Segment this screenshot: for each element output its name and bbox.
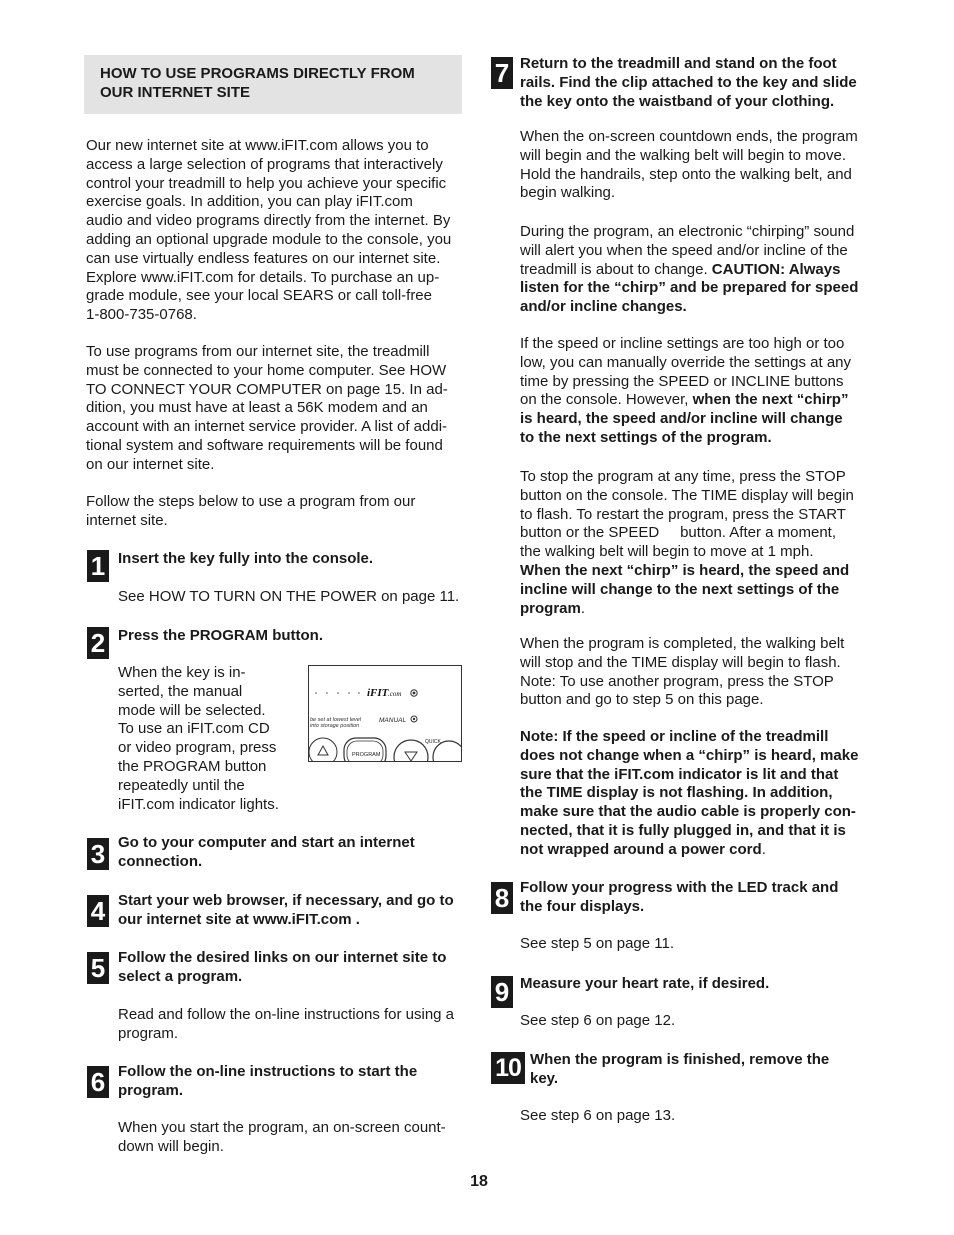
text-line: to flash. To restart the program, press the START — [520, 505, 846, 523]
console-brand-suffix: .com — [388, 690, 402, 698]
text-span: treadmill is about to change. — [520, 260, 712, 278]
step-5-title — [118, 949, 473, 987]
text-line: make sure that the audio cable is properly con- — [520, 803, 856, 821]
text-line: program. — [118, 1024, 179, 1042]
step-9-body — [520, 1012, 875, 1031]
text-line — [520, 261, 870, 280]
text-line: To stop the program at any time, press the STOP — [520, 468, 846, 485]
text-line: button on the console. The TIME display will begin — [520, 486, 854, 504]
text-line: on our internet site. — [86, 455, 215, 473]
step-4-title — [118, 892, 473, 930]
text-line: can use virtually endless features on our internet site. — [86, 249, 441, 267]
text-line: Follow the desired links on our internet site to — [118, 949, 447, 966]
text-line: dition, you must have at least a 56K modem and an — [86, 399, 428, 417]
text-line: key. — [530, 1069, 559, 1087]
step-number-7: 7 — [491, 57, 513, 89]
text-line: See step 6 on page 12. — [520, 1012, 676, 1029]
step-1-body — [118, 588, 468, 607]
bold-text: is heard, the speed and/or incline will change — [520, 410, 843, 428]
text-line: Start your web browser, if necessary, and go to — [118, 892, 454, 909]
text-line — [520, 841, 870, 860]
text-line: 1-800-735-0768. — [86, 306, 197, 324]
text-line: When the on-screen countdown ends, the program — [520, 128, 858, 145]
step-number-2: 2 — [87, 627, 109, 659]
text-line: begin walking. — [520, 184, 616, 202]
intro-paragraph-1 — [86, 137, 466, 325]
text-line: internet site. — [86, 511, 168, 529]
text-line: the key onto the waistband of your clothing. — [520, 92, 835, 110]
text-line: down will begin. — [118, 1137, 224, 1155]
text-line: Read and follow the on-line instructions for using a — [118, 1006, 455, 1023]
text-line: Hold the handrails, step onto the walking belt, and — [520, 165, 852, 183]
chirp-paragraph — [520, 223, 870, 317]
text-line: Explore www.iFIT.com for details. To purchase an up- — [86, 268, 440, 286]
console-program-label: PROGRAM — [352, 752, 381, 758]
text-line: Insert the key fully into the console. — [118, 550, 374, 567]
text-line: connection. — [118, 852, 203, 870]
intro-paragraph-3 — [86, 493, 466, 531]
text-line: When the program is completed, the walking belt — [520, 635, 845, 652]
bold-text: incline will change to the next settings of the — [520, 580, 840, 598]
step-6-body — [118, 1119, 473, 1157]
text-line: sure that the iFIT.com indicator is lit and that — [520, 765, 839, 783]
text-line: Follow the on-line instructions to start the — [118, 1063, 418, 1080]
console-quick-label: QUICK — [425, 739, 441, 745]
text-line: serted, the manual — [118, 682, 243, 700]
text-line: When you start the program, an on-screen count- — [118, 1119, 446, 1136]
step-number-4: 4 — [87, 895, 109, 927]
caution-text: listen for the “chirp” and be prepared for speed — [520, 279, 859, 297]
text-line: Follow the steps below to use a program from our — [86, 493, 416, 510]
text-line: During the program, an electronic “chirping” sound — [520, 223, 855, 240]
step-6-title — [118, 1063, 473, 1101]
text-line: Measure your heart rate, if desired. — [520, 975, 770, 992]
text-span: . — [761, 840, 766, 858]
text-line: When the key is in- — [118, 664, 246, 681]
bold-text: to the next settings of the program. — [520, 428, 772, 446]
step-10-body — [520, 1107, 875, 1126]
text-line: See step 6 on page 13. — [520, 1107, 676, 1124]
text-line: the PROGRAM button — [118, 757, 267, 775]
console-drawing — [309, 666, 461, 761]
text-line: the TIME display is not flashing. In addition, — [520, 784, 833, 802]
text-line: must be connected to your home computer. See HOW — [86, 361, 447, 379]
text-line: iFIT.com indicator lights. — [118, 795, 279, 813]
step-8-title — [520, 879, 875, 917]
page-number: 18 — [470, 1173, 488, 1190]
text-line: or video program, press — [118, 739, 277, 757]
text-line: nected, that it is fully plugged in, and that it is — [520, 821, 846, 839]
text-line: Press the PROGRAM button. — [118, 627, 324, 644]
step-7-title — [520, 55, 875, 111]
step-number-8: 8 — [491, 882, 513, 914]
text-line: button or the SPEED button. After a moment, — [520, 524, 837, 542]
text-line: If the speed or incline settings are too high or too — [520, 335, 845, 352]
console-brand: iFIT — [367, 687, 389, 699]
text-line: grade module, see your local SEARS or call toll-free — [86, 287, 432, 305]
caution-text: CAUTION: Always — [711, 260, 841, 278]
step-number-3: 3 — [87, 838, 109, 870]
console-small-text-1: be set at lowest level — [310, 717, 362, 723]
step-8-body — [520, 935, 875, 954]
step-5-body — [118, 1006, 473, 1044]
text-line: will begin and the walking belt will begin to move. — [520, 146, 847, 164]
text-line: exercise goals. In addition, you can play iFIT.com — [86, 193, 413, 211]
step-number-5: 5 — [87, 952, 109, 984]
note-paragraph — [520, 728, 870, 860]
section-title-line-2: OUR INTERNET SITE — [100, 84, 251, 101]
console-small-text-2: into storage position — [310, 723, 360, 729]
text-line: audio and video programs directly from the internet. By — [86, 212, 451, 230]
console-illustration — [308, 665, 462, 762]
text-line: does not change when a “chirp” is heard, make — [520, 746, 859, 764]
text-line: our internet site at www.iFIT.com . — [118, 910, 360, 928]
section-header — [84, 55, 462, 114]
bold-text: program — [520, 599, 581, 617]
step-number-10: 10 — [491, 1052, 525, 1084]
text-line: To use an iFIT.com CD — [118, 720, 270, 738]
override-paragraph — [520, 335, 870, 448]
intro-paragraph-2 — [86, 343, 466, 475]
text-line: the four displays. — [520, 897, 645, 915]
text-line: Go to your computer and start an internet — [118, 834, 415, 851]
text-line — [520, 391, 870, 410]
caution-text: and/or incline changes. — [520, 298, 687, 316]
text-span: . — [580, 599, 586, 617]
text-line: tional system and software requirements will be found — [86, 436, 443, 454]
step-number-1: 1 — [87, 550, 109, 582]
text-line: Our new internet site at www.iFIT.com allows you to — [86, 137, 429, 154]
text-line: Follow your progress with the LED track and — [520, 879, 839, 896]
text-line: account with an internet service provider. A list of addi- — [86, 418, 448, 436]
text-line: the walking belt will begin to move at 1 mph. — [520, 543, 814, 561]
text-line: will alert you when the speed and/or incline of the — [520, 241, 848, 259]
text-line: repeatedly until the — [118, 776, 245, 794]
text-line: TO CONNECT YOUR COMPUTER on page 15. In ad- — [86, 380, 448, 398]
text-line: adding an optional upgrade module to the console, you — [86, 230, 452, 248]
step-9-title — [520, 975, 875, 994]
text-line: To use programs from our internet site, the treadmill — [86, 343, 430, 360]
stop-paragraph — [520, 468, 870, 618]
text-line: low, you can manually override the settings at any — [520, 353, 852, 371]
text-line: control your treadmill to help you achieve your specific — [86, 174, 447, 192]
text-line: mode will be selected. — [118, 701, 266, 719]
countdown-paragraph — [520, 128, 870, 203]
text-line: program. — [118, 1081, 184, 1099]
step-10-title — [530, 1051, 875, 1089]
step-number-9: 9 — [491, 976, 513, 1008]
bold-text: when the next “chirp” — [692, 391, 849, 409]
text-line: Note: If the speed or incline of the treadmill — [520, 728, 829, 745]
section-title-line-1: HOW TO USE PROGRAMS DIRECTLY FROM — [100, 65, 415, 82]
completed-paragraph — [520, 635, 870, 710]
text-line: Return to the treadmill and stand on the foot — [520, 55, 837, 72]
text-line: rails. Find the clip attached to the key and slide — [520, 73, 857, 91]
text-line: Note: To use another program, press the STOP — [520, 672, 834, 690]
text-line: When the program is finished, remove the — [530, 1051, 830, 1068]
console-manual-label: MANUAL — [379, 717, 407, 724]
text-line — [520, 600, 870, 619]
text-line: select a program. — [118, 967, 243, 985]
step-number-6: 6 — [87, 1066, 109, 1098]
text-line: See HOW TO TURN ON THE POWER on page 11. — [118, 588, 460, 605]
text-line: button and go to step 5 on this page. — [520, 691, 764, 709]
step-2-body — [118, 664, 308, 814]
text-line: See step 5 on page 11. — [520, 935, 675, 952]
step-2-title — [118, 627, 468, 646]
text-line: access a large selection of programs that interactively — [86, 155, 443, 173]
text-line: time by pressing the SPEED or INCLINE buttons — [520, 372, 844, 390]
bold-text: When the next “chirp” is heard, the speed and — [520, 561, 850, 579]
step-3-title — [118, 834, 473, 872]
text-span: on the console. However, — [520, 391, 693, 409]
step-1-title — [118, 550, 468, 569]
bold-text: not wrapped around a power cord — [520, 840, 762, 858]
text-line: will stop and the TIME display will begin to flash. — [520, 653, 841, 671]
